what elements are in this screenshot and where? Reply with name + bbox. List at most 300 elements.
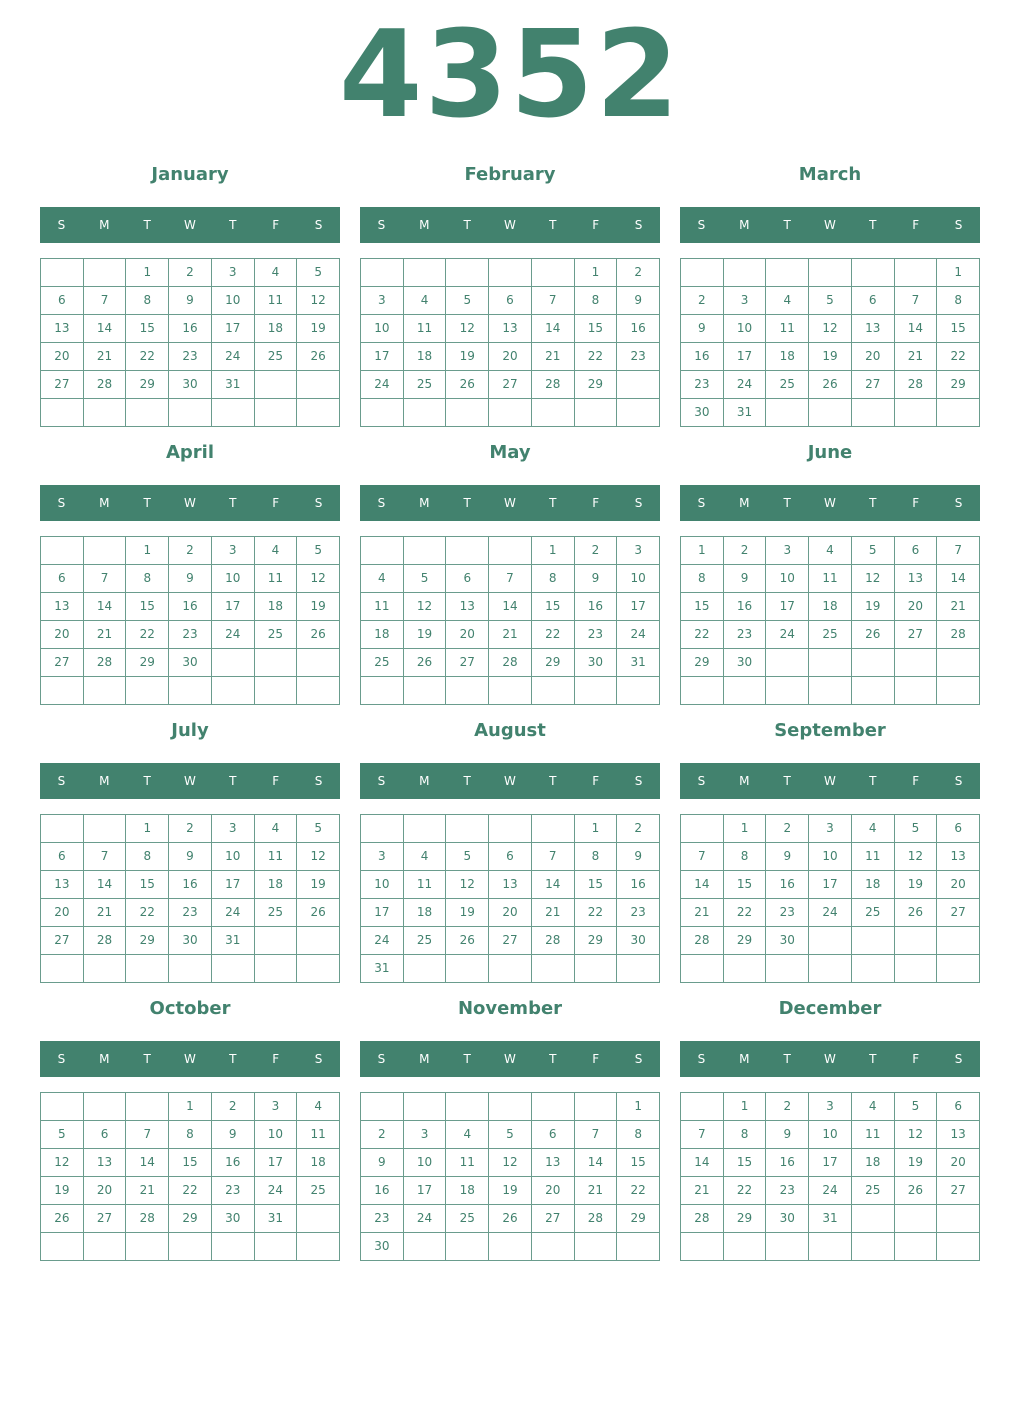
day-cell: 15 bbox=[617, 1149, 660, 1177]
empty-day-cell bbox=[766, 677, 809, 705]
weekday-label: F bbox=[592, 218, 600, 232]
day-cell: 5 bbox=[489, 1121, 532, 1149]
weekday-label: S bbox=[377, 1052, 386, 1066]
day-cell: 27 bbox=[41, 371, 84, 399]
weekday-label: S bbox=[314, 774, 323, 788]
day-cell: 25 bbox=[361, 649, 404, 677]
day-cell: 24 bbox=[212, 899, 255, 927]
empty-day-cell bbox=[895, 677, 938, 705]
day-cell: 5 bbox=[404, 565, 447, 593]
weekday-label: S bbox=[697, 496, 706, 510]
day-cell: 3 bbox=[404, 1121, 447, 1149]
day-cell: 6 bbox=[489, 843, 532, 871]
day-cell: 12 bbox=[852, 565, 895, 593]
empty-day-cell bbox=[404, 955, 447, 983]
day-cell: 1 bbox=[681, 537, 724, 565]
day-cell: 12 bbox=[895, 843, 938, 871]
day-cell: 12 bbox=[446, 315, 489, 343]
day-cell: 3 bbox=[361, 843, 404, 871]
day-cell: 23 bbox=[766, 1177, 809, 1205]
day-cell: 13 bbox=[489, 871, 532, 899]
day-cell: 13 bbox=[937, 843, 980, 871]
month-august bbox=[360, 716, 660, 994]
day-cell: 6 bbox=[937, 815, 980, 843]
weekday-label: W bbox=[184, 774, 196, 788]
empty-day-cell bbox=[41, 1093, 84, 1121]
day-cell: 12 bbox=[297, 565, 340, 593]
day-cell: 25 bbox=[766, 371, 809, 399]
day-cell: 29 bbox=[575, 371, 618, 399]
day-cell: 23 bbox=[169, 899, 212, 927]
day-cell: 19 bbox=[446, 343, 489, 371]
weekday-label: T bbox=[463, 218, 471, 232]
day-cell: 12 bbox=[895, 1121, 938, 1149]
weekday-label: S bbox=[697, 1052, 706, 1066]
day-cell: 20 bbox=[41, 621, 84, 649]
month-title: August bbox=[474, 720, 546, 741]
day-grid bbox=[40, 1092, 340, 1261]
day-cell: 7 bbox=[575, 1121, 618, 1149]
day-cell: 11 bbox=[852, 1121, 895, 1149]
day-cell: 23 bbox=[169, 343, 212, 371]
weekday-label: T bbox=[783, 774, 791, 788]
day-cell: 16 bbox=[361, 1177, 404, 1205]
day-cell: 17 bbox=[361, 343, 404, 371]
weekday-header bbox=[680, 485, 980, 521]
day-cell: 25 bbox=[255, 343, 298, 371]
month-title: May bbox=[489, 442, 531, 463]
weekday-label: M bbox=[739, 1052, 750, 1066]
day-cell: 8 bbox=[724, 843, 767, 871]
day-cell: 17 bbox=[766, 593, 809, 621]
empty-day-cell bbox=[617, 399, 660, 427]
day-cell: 20 bbox=[532, 1177, 575, 1205]
empty-day-cell bbox=[84, 955, 127, 983]
empty-day-cell bbox=[724, 677, 767, 705]
empty-day-cell bbox=[255, 649, 298, 677]
day-cell: 10 bbox=[361, 871, 404, 899]
weekday-label: M bbox=[739, 774, 750, 788]
weekday-label: S bbox=[697, 774, 706, 788]
day-cell: 6 bbox=[852, 287, 895, 315]
weekday-label: T bbox=[549, 1052, 557, 1066]
day-cell: 13 bbox=[852, 315, 895, 343]
weekday-label: T bbox=[869, 218, 877, 232]
day-cell: 3 bbox=[724, 287, 767, 315]
empty-day-cell bbox=[361, 1093, 404, 1121]
weekday-header bbox=[680, 207, 980, 243]
empty-day-cell bbox=[446, 1093, 489, 1121]
day-cell: 17 bbox=[809, 871, 852, 899]
empty-day-cell bbox=[532, 399, 575, 427]
weekday-header bbox=[40, 207, 340, 243]
day-cell: 26 bbox=[404, 649, 447, 677]
month-september bbox=[680, 716, 980, 994]
empty-day-cell bbox=[404, 1233, 447, 1261]
weekday-label: W bbox=[504, 218, 516, 232]
empty-day-cell bbox=[766, 649, 809, 677]
weekday-label: S bbox=[697, 218, 706, 232]
day-cell: 25 bbox=[852, 899, 895, 927]
day-cell: 29 bbox=[617, 1205, 660, 1233]
empty-day-cell bbox=[937, 1233, 980, 1261]
weekday-label: W bbox=[824, 496, 836, 510]
day-cell: 11 bbox=[446, 1149, 489, 1177]
day-cell: 20 bbox=[446, 621, 489, 649]
day-cell: 27 bbox=[937, 899, 980, 927]
day-cell: 6 bbox=[489, 287, 532, 315]
month-february bbox=[360, 160, 660, 438]
empty-day-cell bbox=[404, 815, 447, 843]
day-cell: 31 bbox=[724, 399, 767, 427]
empty-day-cell bbox=[297, 1233, 340, 1261]
weekday-label: S bbox=[954, 218, 963, 232]
day-cell: 18 bbox=[404, 343, 447, 371]
day-cell: 24 bbox=[255, 1177, 298, 1205]
day-cell: 3 bbox=[809, 815, 852, 843]
day-cell: 27 bbox=[895, 621, 938, 649]
day-cell: 6 bbox=[41, 565, 84, 593]
day-cell: 4 bbox=[766, 287, 809, 315]
empty-day-cell bbox=[532, 259, 575, 287]
empty-day-cell bbox=[297, 927, 340, 955]
day-cell: 14 bbox=[681, 871, 724, 899]
day-cell: 2 bbox=[766, 815, 809, 843]
day-cell: 19 bbox=[297, 593, 340, 621]
day-cell: 28 bbox=[84, 649, 127, 677]
day-cell: 18 bbox=[297, 1149, 340, 1177]
empty-day-cell bbox=[126, 1093, 169, 1121]
day-cell: 21 bbox=[681, 1177, 724, 1205]
day-cell: 2 bbox=[681, 287, 724, 315]
weekday-label: S bbox=[57, 496, 66, 510]
day-cell: 9 bbox=[681, 315, 724, 343]
day-cell: 22 bbox=[169, 1177, 212, 1205]
day-cell: 29 bbox=[126, 649, 169, 677]
weekday-header bbox=[360, 207, 660, 243]
empty-day-cell bbox=[895, 259, 938, 287]
day-cell: 25 bbox=[852, 1177, 895, 1205]
day-cell: 30 bbox=[361, 1233, 404, 1261]
day-cell: 26 bbox=[489, 1205, 532, 1233]
day-cell: 8 bbox=[681, 565, 724, 593]
day-cell: 21 bbox=[84, 899, 127, 927]
day-cell: 12 bbox=[297, 843, 340, 871]
empty-day-cell bbox=[681, 1233, 724, 1261]
empty-day-cell bbox=[255, 955, 298, 983]
empty-day-cell bbox=[404, 537, 447, 565]
weekday-label: F bbox=[272, 496, 280, 510]
day-cell: 1 bbox=[126, 259, 169, 287]
day-cell: 5 bbox=[446, 287, 489, 315]
day-cell: 21 bbox=[126, 1177, 169, 1205]
day-cell: 27 bbox=[852, 371, 895, 399]
day-cell: 21 bbox=[575, 1177, 618, 1205]
day-cell: 25 bbox=[446, 1205, 489, 1233]
day-cell: 16 bbox=[617, 315, 660, 343]
day-cell: 19 bbox=[852, 593, 895, 621]
empty-day-cell bbox=[212, 677, 255, 705]
day-cell: 11 bbox=[361, 593, 404, 621]
month-title: July bbox=[171, 720, 209, 741]
day-cell: 1 bbox=[724, 1093, 767, 1121]
day-cell: 16 bbox=[617, 871, 660, 899]
day-grid bbox=[360, 258, 660, 427]
month-title: February bbox=[464, 164, 556, 185]
year-title: 4352 bbox=[339, 6, 681, 145]
day-cell: 8 bbox=[126, 843, 169, 871]
weekday-label: M bbox=[99, 218, 110, 232]
day-cell: 20 bbox=[41, 343, 84, 371]
day-cell: 21 bbox=[84, 621, 127, 649]
day-cell: 17 bbox=[212, 593, 255, 621]
weekday-label: F bbox=[912, 218, 920, 232]
day-cell: 13 bbox=[489, 315, 532, 343]
empty-day-cell bbox=[41, 259, 84, 287]
empty-day-cell bbox=[937, 927, 980, 955]
empty-day-cell bbox=[809, 1233, 852, 1261]
day-cell: 24 bbox=[212, 621, 255, 649]
day-cell: 19 bbox=[895, 1149, 938, 1177]
day-cell: 7 bbox=[681, 1121, 724, 1149]
month-title: March bbox=[798, 164, 862, 185]
empty-day-cell bbox=[84, 399, 127, 427]
weekday-header bbox=[680, 763, 980, 799]
day-cell: 14 bbox=[84, 871, 127, 899]
day-grid bbox=[680, 258, 980, 427]
months-grid bbox=[40, 160, 980, 1272]
day-cell: 9 bbox=[361, 1149, 404, 1177]
empty-day-cell bbox=[724, 259, 767, 287]
day-cell: 19 bbox=[446, 899, 489, 927]
day-cell: 16 bbox=[212, 1149, 255, 1177]
weekday-label: M bbox=[99, 496, 110, 510]
day-cell: 11 bbox=[255, 287, 298, 315]
day-cell: 1 bbox=[617, 1093, 660, 1121]
day-grid bbox=[360, 814, 660, 983]
day-cell: 25 bbox=[809, 621, 852, 649]
day-cell: 18 bbox=[852, 1149, 895, 1177]
day-cell: 13 bbox=[532, 1149, 575, 1177]
empty-day-cell bbox=[852, 927, 895, 955]
day-cell: 20 bbox=[41, 899, 84, 927]
empty-day-cell bbox=[895, 1205, 938, 1233]
weekday-label: M bbox=[419, 496, 430, 510]
day-cell: 5 bbox=[809, 287, 852, 315]
empty-day-cell bbox=[575, 399, 618, 427]
empty-day-cell bbox=[126, 955, 169, 983]
day-cell: 16 bbox=[681, 343, 724, 371]
day-cell: 29 bbox=[724, 927, 767, 955]
day-cell: 18 bbox=[766, 343, 809, 371]
day-cell: 21 bbox=[489, 621, 532, 649]
day-cell: 20 bbox=[84, 1177, 127, 1205]
empty-day-cell bbox=[169, 1233, 212, 1261]
empty-day-cell bbox=[41, 399, 84, 427]
day-cell: 4 bbox=[404, 843, 447, 871]
month-december bbox=[680, 994, 980, 1272]
empty-day-cell bbox=[212, 955, 255, 983]
day-cell: 31 bbox=[361, 955, 404, 983]
day-cell: 27 bbox=[41, 927, 84, 955]
day-cell: 6 bbox=[532, 1121, 575, 1149]
empty-day-cell bbox=[937, 677, 980, 705]
day-cell: 7 bbox=[937, 537, 980, 565]
day-cell: 26 bbox=[895, 1177, 938, 1205]
weekday-label: M bbox=[419, 1052, 430, 1066]
empty-day-cell bbox=[617, 955, 660, 983]
day-cell: 14 bbox=[681, 1149, 724, 1177]
day-cell: 3 bbox=[212, 537, 255, 565]
weekday-label: S bbox=[377, 774, 386, 788]
weekday-label: M bbox=[99, 774, 110, 788]
empty-day-cell bbox=[532, 1233, 575, 1261]
day-cell: 31 bbox=[212, 371, 255, 399]
weekday-label: M bbox=[99, 1052, 110, 1066]
day-cell: 18 bbox=[852, 871, 895, 899]
day-cell: 27 bbox=[84, 1205, 127, 1233]
day-cell: 20 bbox=[937, 1149, 980, 1177]
day-cell: 10 bbox=[212, 287, 255, 315]
day-cell: 24 bbox=[361, 371, 404, 399]
day-cell: 22 bbox=[126, 621, 169, 649]
weekday-label: F bbox=[272, 774, 280, 788]
day-cell: 5 bbox=[446, 843, 489, 871]
empty-day-cell bbox=[532, 1093, 575, 1121]
day-cell: 2 bbox=[766, 1093, 809, 1121]
day-cell: 7 bbox=[489, 565, 532, 593]
day-cell: 24 bbox=[212, 343, 255, 371]
month-title: October bbox=[149, 998, 231, 1019]
empty-day-cell bbox=[766, 399, 809, 427]
empty-day-cell bbox=[937, 649, 980, 677]
weekday-label: T bbox=[229, 774, 237, 788]
empty-day-cell bbox=[41, 815, 84, 843]
day-cell: 12 bbox=[489, 1149, 532, 1177]
day-cell: 5 bbox=[852, 537, 895, 565]
empty-day-cell bbox=[532, 815, 575, 843]
day-cell: 22 bbox=[937, 343, 980, 371]
weekday-label: T bbox=[549, 774, 557, 788]
day-cell: 8 bbox=[937, 287, 980, 315]
weekday-label: S bbox=[954, 1052, 963, 1066]
day-cell: 1 bbox=[126, 815, 169, 843]
empty-day-cell bbox=[937, 399, 980, 427]
day-cell: 25 bbox=[404, 371, 447, 399]
weekday-label: S bbox=[634, 218, 643, 232]
day-cell: 11 bbox=[404, 315, 447, 343]
empty-day-cell bbox=[41, 537, 84, 565]
day-cell: 5 bbox=[297, 815, 340, 843]
empty-day-cell bbox=[852, 1205, 895, 1233]
day-cell: 31 bbox=[617, 649, 660, 677]
empty-day-cell bbox=[446, 677, 489, 705]
weekday-label: M bbox=[739, 496, 750, 510]
empty-day-cell bbox=[255, 399, 298, 427]
day-cell: 29 bbox=[126, 927, 169, 955]
day-cell: 18 bbox=[255, 315, 298, 343]
empty-day-cell bbox=[532, 677, 575, 705]
weekday-header bbox=[40, 485, 340, 521]
day-cell: 19 bbox=[809, 343, 852, 371]
day-cell: 10 bbox=[255, 1121, 298, 1149]
weekday-label: T bbox=[783, 1052, 791, 1066]
empty-day-cell bbox=[809, 927, 852, 955]
day-cell: 14 bbox=[532, 315, 575, 343]
weekday-label: T bbox=[869, 496, 877, 510]
month-october bbox=[40, 994, 340, 1272]
day-cell: 17 bbox=[724, 343, 767, 371]
month-title: November bbox=[457, 998, 563, 1019]
empty-day-cell bbox=[489, 677, 532, 705]
day-cell: 11 bbox=[809, 565, 852, 593]
day-cell: 22 bbox=[681, 621, 724, 649]
day-cell: 1 bbox=[937, 259, 980, 287]
day-cell: 8 bbox=[126, 565, 169, 593]
day-cell: 14 bbox=[895, 315, 938, 343]
empty-day-cell bbox=[361, 259, 404, 287]
empty-day-cell bbox=[169, 955, 212, 983]
weekday-label: W bbox=[184, 1052, 196, 1066]
day-cell: 18 bbox=[404, 899, 447, 927]
day-cell: 3 bbox=[255, 1093, 298, 1121]
day-cell: 2 bbox=[169, 259, 212, 287]
day-cell: 15 bbox=[126, 871, 169, 899]
day-cell: 3 bbox=[809, 1093, 852, 1121]
empty-day-cell bbox=[84, 1093, 127, 1121]
month-title: June bbox=[807, 442, 853, 463]
day-cell: 1 bbox=[532, 537, 575, 565]
day-cell: 27 bbox=[532, 1205, 575, 1233]
day-cell: 26 bbox=[852, 621, 895, 649]
empty-day-cell bbox=[937, 1205, 980, 1233]
weekday-label: S bbox=[954, 774, 963, 788]
day-cell: 19 bbox=[489, 1177, 532, 1205]
day-cell: 26 bbox=[297, 343, 340, 371]
weekday-label: F bbox=[272, 218, 280, 232]
day-cell: 29 bbox=[575, 927, 618, 955]
weekday-header bbox=[40, 1041, 340, 1077]
day-cell: 15 bbox=[724, 1149, 767, 1177]
day-cell: 22 bbox=[617, 1177, 660, 1205]
day-cell: 12 bbox=[41, 1149, 84, 1177]
day-grid bbox=[680, 814, 980, 983]
day-cell: 14 bbox=[532, 871, 575, 899]
day-cell: 3 bbox=[361, 287, 404, 315]
day-cell: 22 bbox=[126, 343, 169, 371]
weekday-label: T bbox=[869, 774, 877, 788]
empty-day-cell bbox=[809, 677, 852, 705]
weekday-label: T bbox=[229, 496, 237, 510]
weekday-label: S bbox=[634, 1052, 643, 1066]
day-cell: 1 bbox=[575, 259, 618, 287]
day-cell: 11 bbox=[255, 843, 298, 871]
day-cell: 8 bbox=[724, 1121, 767, 1149]
empty-day-cell bbox=[895, 399, 938, 427]
empty-day-cell bbox=[255, 927, 298, 955]
empty-day-cell bbox=[809, 955, 852, 983]
day-cell: 26 bbox=[446, 371, 489, 399]
empty-day-cell bbox=[84, 1233, 127, 1261]
day-cell: 7 bbox=[126, 1121, 169, 1149]
day-cell: 23 bbox=[617, 899, 660, 927]
day-cell: 27 bbox=[937, 1177, 980, 1205]
day-cell: 20 bbox=[852, 343, 895, 371]
weekday-header bbox=[680, 1041, 980, 1077]
day-cell: 9 bbox=[617, 287, 660, 315]
weekday-label: F bbox=[272, 1052, 280, 1066]
day-cell: 10 bbox=[617, 565, 660, 593]
